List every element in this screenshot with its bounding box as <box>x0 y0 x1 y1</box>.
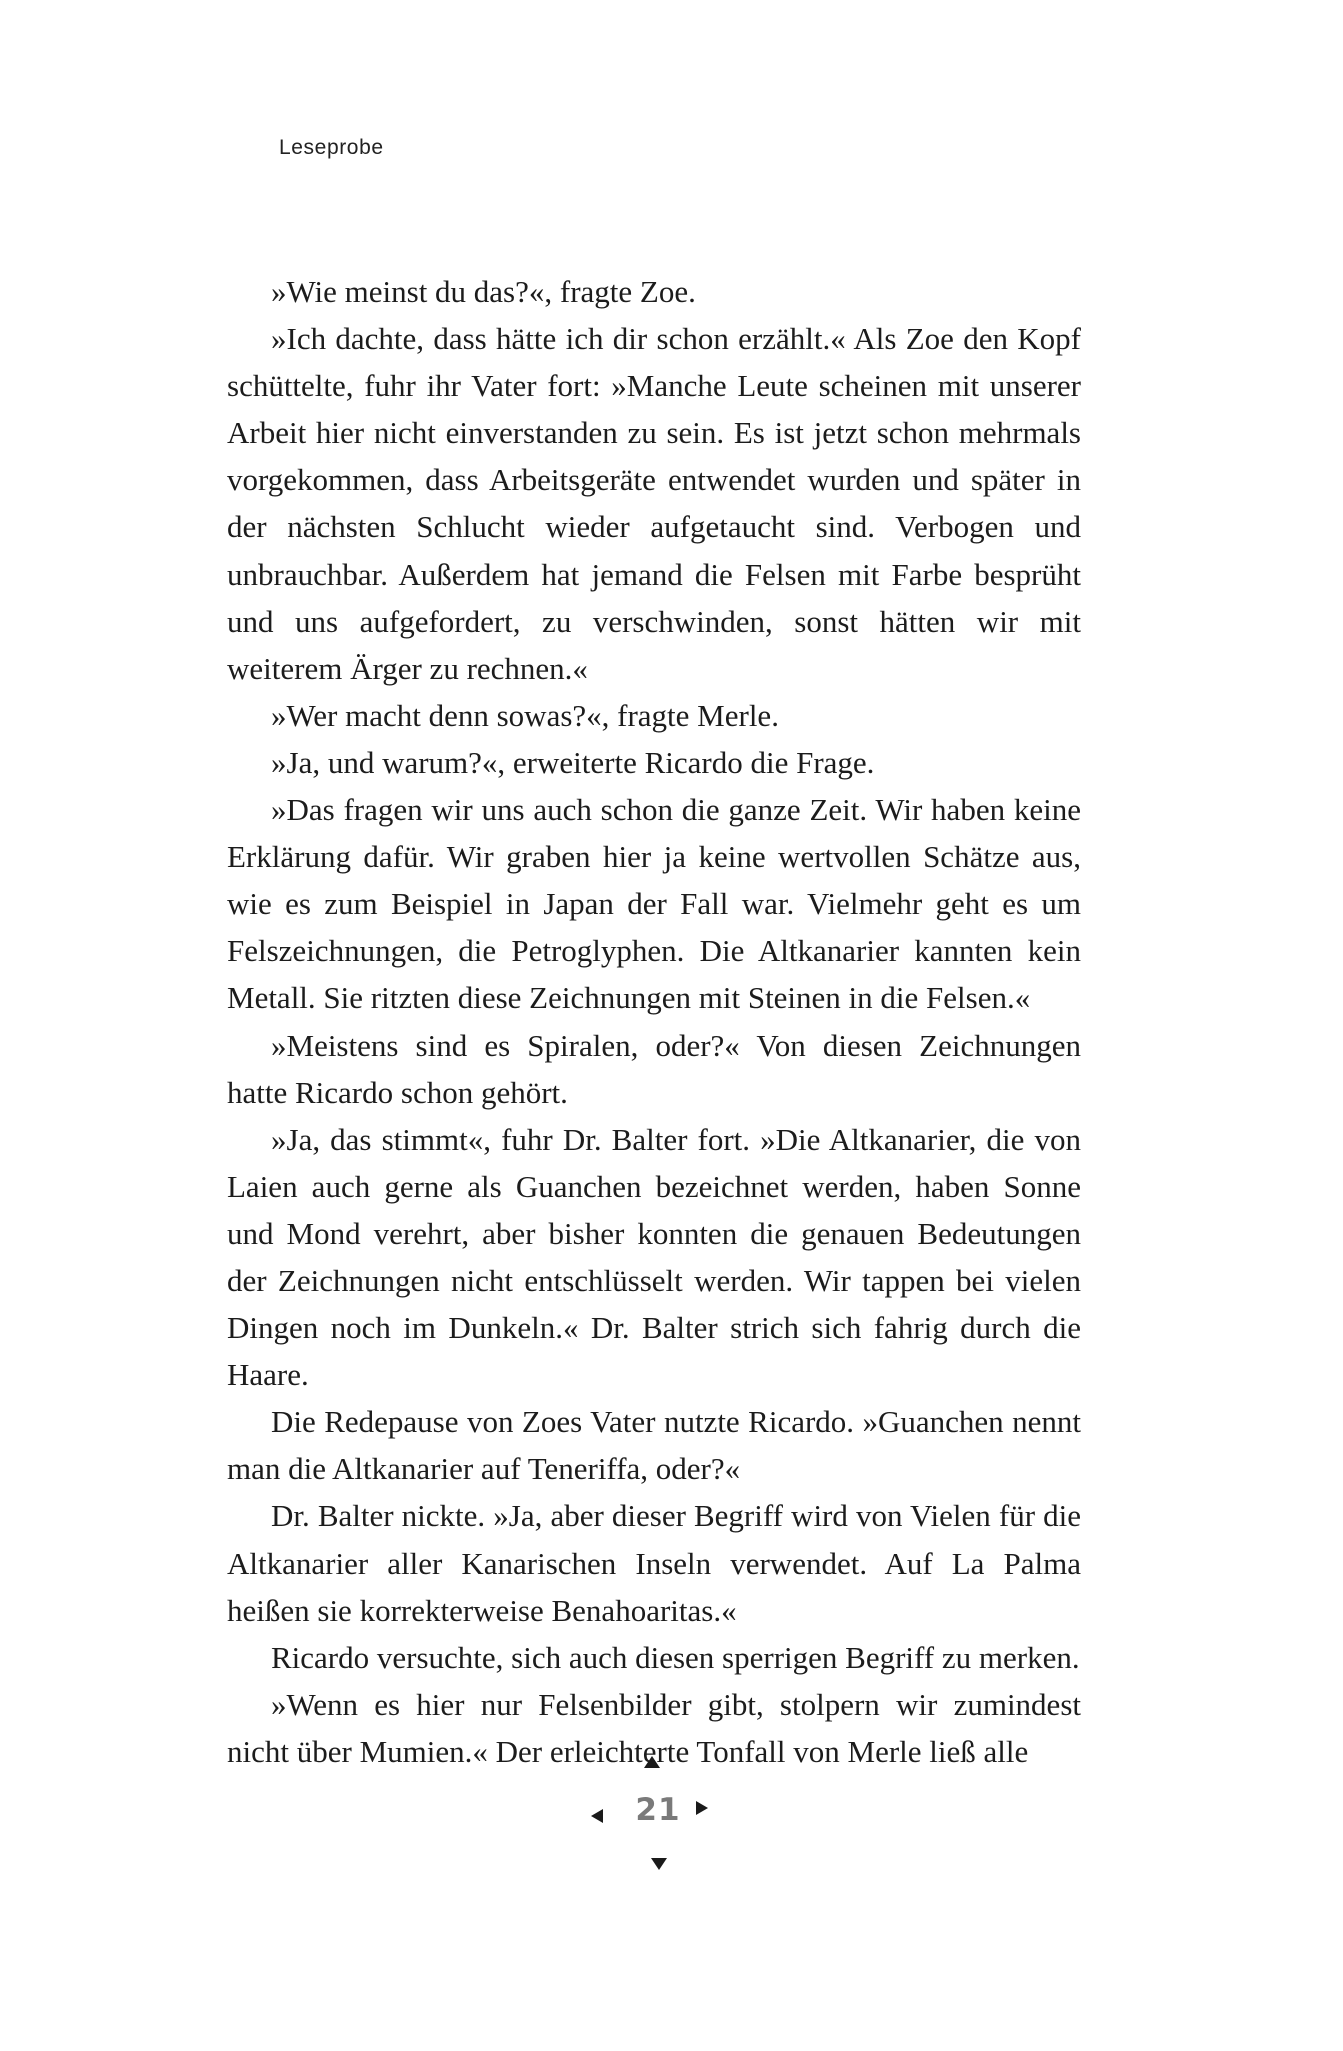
paragraph: »Ich dachte, dass hätte ich dir schon erzählt.« Als Zoe den Kopf schüttelte, fuhr ihr Vater fort: »Manche Leute scheinen mit unserer Arbeit hier nicht einverstanden zu sein. Es ist jetzt schon mehrmals vorgekommen, dass Arbeitsgeräte entwendet wurden und später in der nächsten Schlucht wieder aufgetaucht sind. Verbogen und unbrauchbar. Außerdem hat jemand die Felsen mit Farbe besprüht und uns aufgefordert, zu verschwinden, sonst hätten wir mit weiterem Ärger zu rechnen.« <box>227 321 1081 686</box>
arrow-left-icon <box>591 1809 603 1823</box>
paragraph: »Das fragen wir uns auch schon die ganze Zeit. Wir haben keine Erklärung dafür. Wir graben hier ja keine wertvollen Schätze aus, wie es zum Beispiel in Japan der Fall war. Vielmehr geht es um Felszeichnungen, die Petroglyphen. Die Altkanarier kannten kein Metall. Sie ritzten diese Zeichnungen mit Steinen in die Felsen.« <box>227 792 1081 1016</box>
paragraph: »Wie meinst du das?«, fragte Zoe. <box>271 274 696 309</box>
paragraph: Dr. Balter nickte. »Ja, aber dieser Begriff wird von Vielen für die Altkanarier aller Kanarischen Inseln verwendet. Auf La Palma heißen sie korrekterweise Benahoaritas.« <box>227 1498 1081 1628</box>
body-text <box>227 268 1081 1775</box>
page-number: 21 <box>635 1792 681 1828</box>
paragraph: »Meistens sind es Spiralen, oder?« Von diesen Zeichnungen hatte Ricardo schon gehört. <box>227 1027 1081 1110</box>
arrow-right-icon <box>696 1801 708 1815</box>
paragraph: Ricardo versuchte, sich auch diesen sperrigen Begriff zu merken. <box>271 1639 1080 1675</box>
arrow-up-icon <box>644 1756 660 1768</box>
paragraph: »Ja, das stimmt«, fuhr Dr. Balter fort. »Die Altkanarier, die von Laien auch gerne als Guanchen bezeichnet werden, haben Sonne und Mond verehrt, aber bisher konnten die genauen Bedeutungen der Zeichnungen nicht entschlüsselt werden. Wir tappen bei vielen Dingen noch im Dunkeln.« Dr. Balter strich sich fahrig durch die Haare. <box>227 1121 1081 1393</box>
page-navigation <box>586 1748 726 1878</box>
running-header: Leseprobe <box>279 136 384 159</box>
paragraph: »Ja, und warum?«, erweiterte Ricardo die Frage. <box>271 744 875 780</box>
paragraph: »Wer macht denn sowas?«, fragte Merle. <box>271 697 779 733</box>
paragraph: Die Redepause von Zoes Vater nutzte Ricardo. »Guanchen nennt man die Altkanarier auf Teneriffa, oder?« <box>227 1404 1081 1487</box>
arrow-down-icon <box>651 1858 667 1870</box>
paragraph: »Wenn es hier nur Felsenbilder gibt, stolpern wir zumindest nicht über Mumien.« Der erleichterte Tonfall von Merle ließ alle <box>227 1686 1081 1769</box>
